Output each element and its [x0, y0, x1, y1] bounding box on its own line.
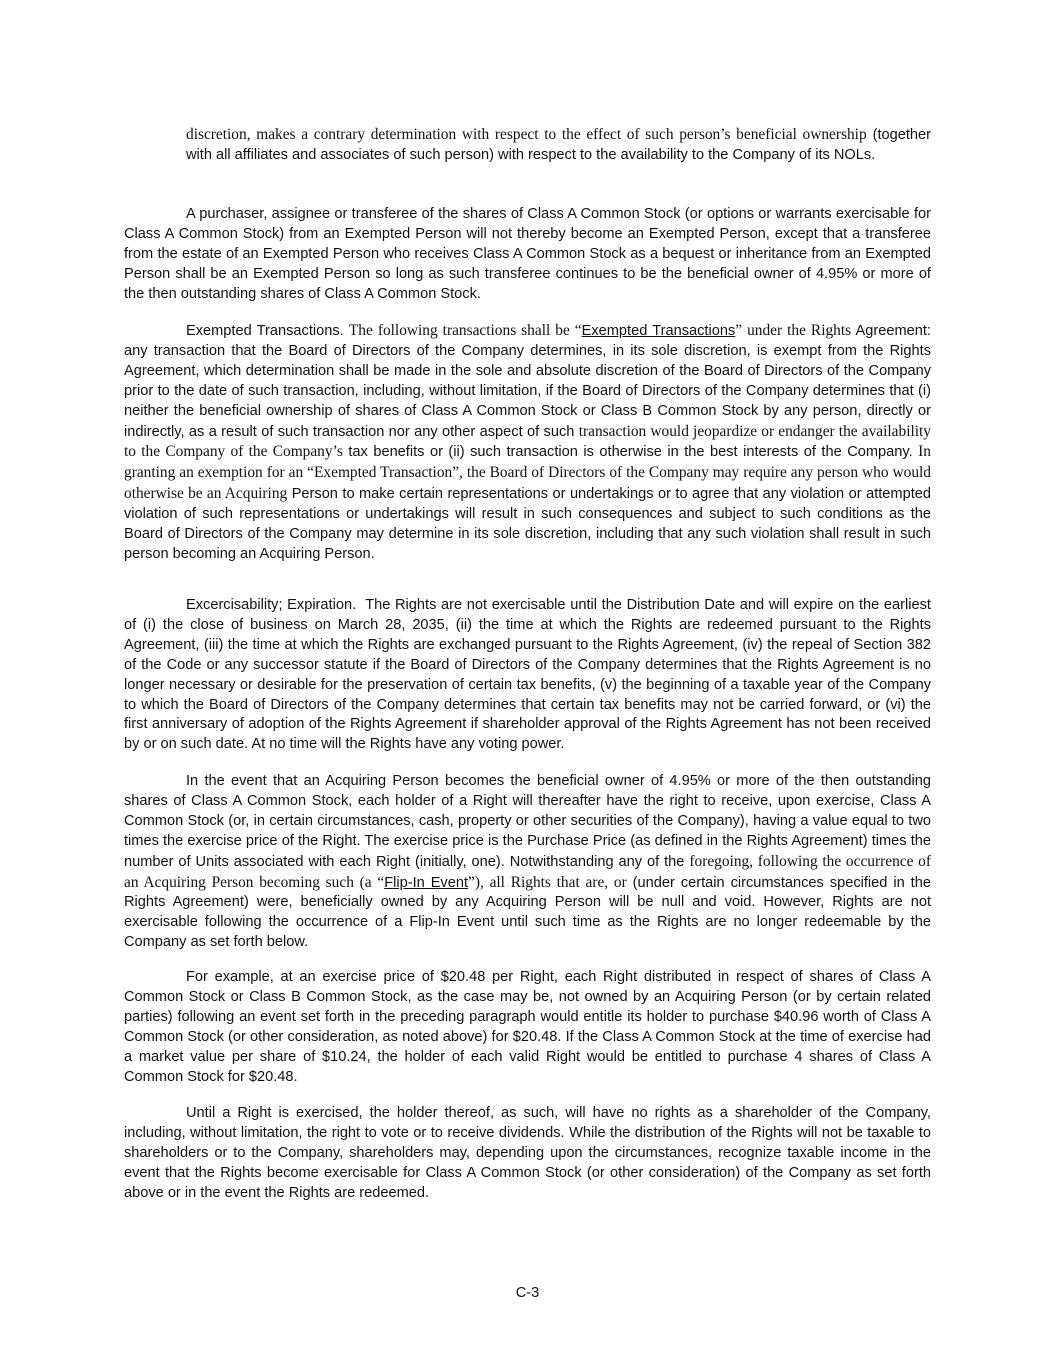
paragraph-text: For example, at an exercise price of $20.48 per Right, each Right distributed in respect of shares of Class A Common Stock or Class B Common Stock, as the case may be, not owned by an Acquiring Person (or by certain related parties) following an event set forth in the preceding paragraph would entitle its holder to purchase $40.96 worth of Class A Common Stock (or other consideration, as noted above) for $20.48. If the Class A Common Stock at the time of exercise had a market value per share of $10.24, the holder of each valid Right would be entitled to purchase 4 shares of Class A Common Stock for $20.48.: [124, 969, 931, 1085]
paragraph-text-serif: ”), all Rights that are, or: [468, 873, 627, 891]
paragraph-text: Until a Right is exercised, the holder thereof, as such, will have no rights as a shareholder of the Company, including, without limitation, the right to vote or to receive dividends. While the distribution of the Rights will not be taxable to shareholders or to the Company, shareholders may, depending upon the circumstances, recognize taxable income in the event that the Rights become exercisable for Class A Common Stock (or other consideration) of the Company as set forth above or in the event the Rights are redeemed.: [124, 1105, 931, 1201]
paragraph-nol-continuation: [186, 125, 931, 166]
paragraph-text-serif: ” under the Rights: [735, 322, 852, 339]
paragraph-exercisability-expiration: [124, 596, 931, 755]
defined-term-flip-in-event: Flip-In Event: [384, 874, 469, 891]
section-heading: Excercisability; Expiration.: [186, 597, 357, 613]
paragraph-text-serif: foregoing, following the occurrence of an Acquiring Person becoming such (a “: [124, 852, 931, 891]
paragraph-text: (together with all affiliates and associates of such person) with respect to the availability to the Company of its NOLs.: [186, 127, 931, 163]
paragraph-text: tax benefits or (ii) such transaction is otherwise in the best interests of the Company.: [348, 444, 913, 461]
paragraph-text-serif: In granting an exemption for an “Exempted Transaction”, the Board of Directors of the Company may require any person who would otherwise be an Acquiring: [124, 443, 931, 503]
paragraph-text-serif: discretion, makes a contrary determination with respect to the effect of such person’s beneficial ownership: [186, 126, 867, 143]
paragraph-text: Agreement: any transaction that the Board of Directors of the Company determines, in its sole discretion, is exempt from the Rights Agreement, which determination shall be made in the sole and absolute discretion of the Board of Directors of the Company prior to the date of such transaction, including, without limitation, if the Board of Directors of the Company determines that (i) neither the beneficial ownership of shares of Class A Common Stock or Class B Common Stock by any person, directly or indirectly, as a result of such transaction nor any other aspect of such: [124, 323, 931, 440]
paragraph-text: A purchaser, assignee or transferee of the shares of Class A Common Stock (or options or warrants exercisable for Class A Common Stock) from an Exempted Person will not thereby become an Exempted Person, except that a transferee from the estate of an Exempted Person who receives Class A Common Stock as a bequest or inheritance from an Exempted Person shall be an Exempted Person so long as such transferee continues to be the beneficial owner of 4.95% or more of the then outstanding shares of Class A Common Stock.: [124, 206, 931, 302]
paragraph-until-exercised: [124, 1104, 931, 1204]
paragraph-flip-in-event: [124, 772, 931, 953]
defined-term-exempted-transactions: Exempted Transactions: [581, 323, 736, 339]
section-heading: Exempted Transactions.: [186, 323, 344, 339]
paragraph-text: In the event that an Acquiring Person becomes the beneficial owner of 4.95% or more of the then outstanding shares of Class A Common Stock, each holder of a Right will thereafter have the right to receive, upon exercise, Class A Common Stock (or, in certain circumstances, cash, property or other securities of the Company), having a value equal to two times the exercise price of the Right. The exercise price is the Purchase Price (as defined in the Rights Agreement) times the number of Units associated with each Right (initially, one). Notwithstanding any of the: [124, 773, 931, 870]
paragraph-transferee: [124, 205, 931, 305]
paragraph-text: Person to make certain representations or undertakings or to agree that any violation or attempted violation of such representations or undertakings will result in such consequences and subject to such conditions as the Board of Directors of the Company may determine in its sole discretion, including that any such violation shall result in such person becoming an Acquiring Person.: [124, 486, 931, 562]
paragraph-exempted-transactions: [124, 321, 931, 565]
paragraph-text: The Rights are not exercisable until the Distribution Date and will expire on the earliest of (i) the close of business on March 28, 2035, (ii) the time at which the Rights are redeemed pursuant to the Rights Agreement, (iii) the time at which the Rights are exchanged pursuant to the Rights Agreement, (iv) the repeal of Section 382 of the Code or any successor statute if the Board of Directors of the Company determines that the Rights Agreement is no longer necessary or desirable for the preservation of certain tax benefits, (v) the beginning of a taxable year of the Company to which the Board of Directors of the Company determines that certain tax benefits may not be carried forward, or (vi) the first anniversary of adoption of the Rights Agreement if shareholder approval of the Rights Agreement has not been received by or on such date. At no time will the Rights have any voting power.: [124, 597, 931, 753]
page-number: C-3: [515, 1285, 540, 1301]
paragraph-text-serif: The following transactions shall be “: [348, 322, 582, 339]
paragraph-text-serif: transaction would jeopardize or endanger the availability to the Company of the Company’s: [124, 422, 931, 461]
paragraph-text: (under certain circumstances specified in the Rights Agreement) were, beneficially owned by any Acquiring Person will be null and void. However, Rights are not exercisable following the occurrence of a Flip-In Event until such time as the Rights are no longer redeemable by the Company as set forth below.: [124, 874, 931, 951]
paragraph-example: [124, 968, 931, 1087]
